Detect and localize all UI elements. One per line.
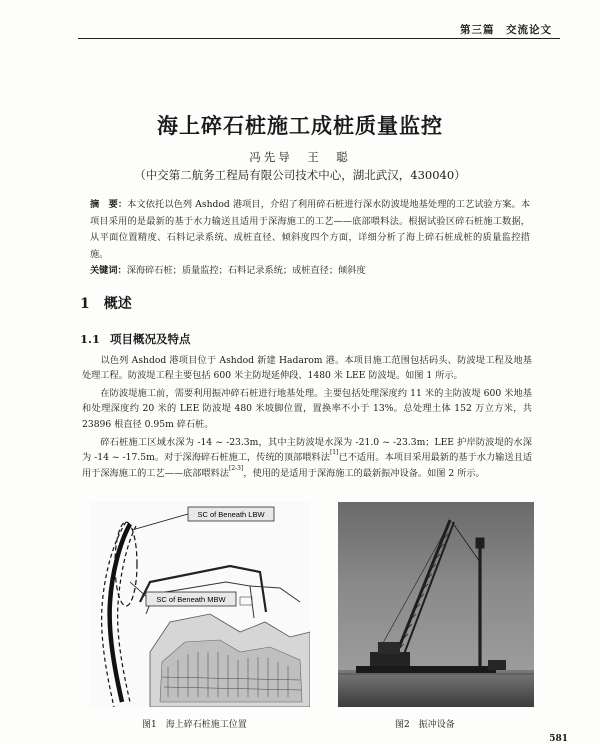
paragraph-3-part-c: ，使用的是适用于深海施工的最新振冲设备。如图 2 所示。: [243, 467, 485, 479]
figure-1-site-plan: [90, 502, 310, 707]
citation-2: [2-3]: [229, 464, 244, 472]
authors: 冯先导 王 聪: [249, 150, 351, 164]
paragraph-3-part-a: 碎石桩施工区域水深为 -14 ~ -23.3m，其中主防波堤水深为 -21.0 ~ -23.3m；LEE 护岸防波堤的水深为 -14 ~ -17.5m。对于深海碎石桩施工，传统的顶部喂料法: [82, 437, 532, 464]
section-number: 1: [80, 296, 90, 312]
figure-2-caption: 图2 振冲设备: [395, 720, 455, 730]
running-header: 第三篇 交流论文: [460, 24, 552, 36]
citation-1: [1]: [329, 449, 339, 457]
header-rule: [78, 38, 560, 39]
abstract: [90, 197, 530, 263]
label-mbw: SC of Beneath MBW: [156, 595, 226, 604]
keywords-text: 深海碎石桩；质量监控；石料记录系统；成桩直径；倾斜度: [126, 265, 366, 276]
affiliation: （中交第二航务工程局有限公司技术中心，湖北武汉，430040）: [134, 168, 466, 182]
paragraph-1: 以色列 Ashdod 港项目位于 Ashdod 新建 Hadarom 港。本项目施工范围包括码头、防波堤工程及地基处理工程。防波堤工程主要包括 600 米主防堤延伸段、1480 米 LEE 防波堤。如图 1 所示。: [82, 355, 532, 382]
abstract-text: 本文依托以色列 Ashdod 港项目，介绍了利用碎石桩进行深水防波堤地基处理的工艺试验方案。本项目采用的是最新的基于水力输送且适用于深海施工的工艺——底部喂料法。根据试验区碎石桩施工数据，从平面位置精度、石料记录系统、成桩直径、倾斜度四个方面，详细分析了海上碎石桩成桩的质量监控措施。: [90, 199, 531, 260]
subsection-number: 1.1: [80, 332, 101, 346]
keywords-label: 关键词：: [90, 265, 127, 276]
label-lbw: SC of Beneath LBW: [197, 510, 265, 519]
paragraph-3: [82, 435, 532, 481]
abstract-label: 摘 要：: [90, 199, 128, 210]
subsection-title: 项目概况及特点: [110, 332, 191, 346]
section-heading: [80, 293, 146, 313]
keywords: [90, 264, 530, 278]
paragraph-2: 在防波堤施工前，需要利用振冲碎石桩进行地基处理。主要包括处理深度约 11 米的主防波堤 600 米地基和处理深度约 20 米的 LEE 防波堤 480 米坡脚位置，置换率不小于 13%。总处理土体 152 万立方米，共 23896 根直径 0.95m 碎石桩。: [82, 388, 532, 430]
figure-1-caption: 图1 海上碎石桩施工位置: [142, 720, 247, 730]
subsection-heading: [80, 331, 201, 347]
paper-title: 海上碎石桩施工成桩质量监控: [157, 113, 443, 138]
paragraph-3-part-b: 已不适用。本项目采用最新的基于水力输送且适用于深海施工的工艺——底部喂料法: [82, 452, 533, 479]
figure-2-equipment-photo: [338, 502, 534, 707]
page-number: 581: [549, 734, 568, 744]
section-title: 概述: [103, 296, 132, 312]
